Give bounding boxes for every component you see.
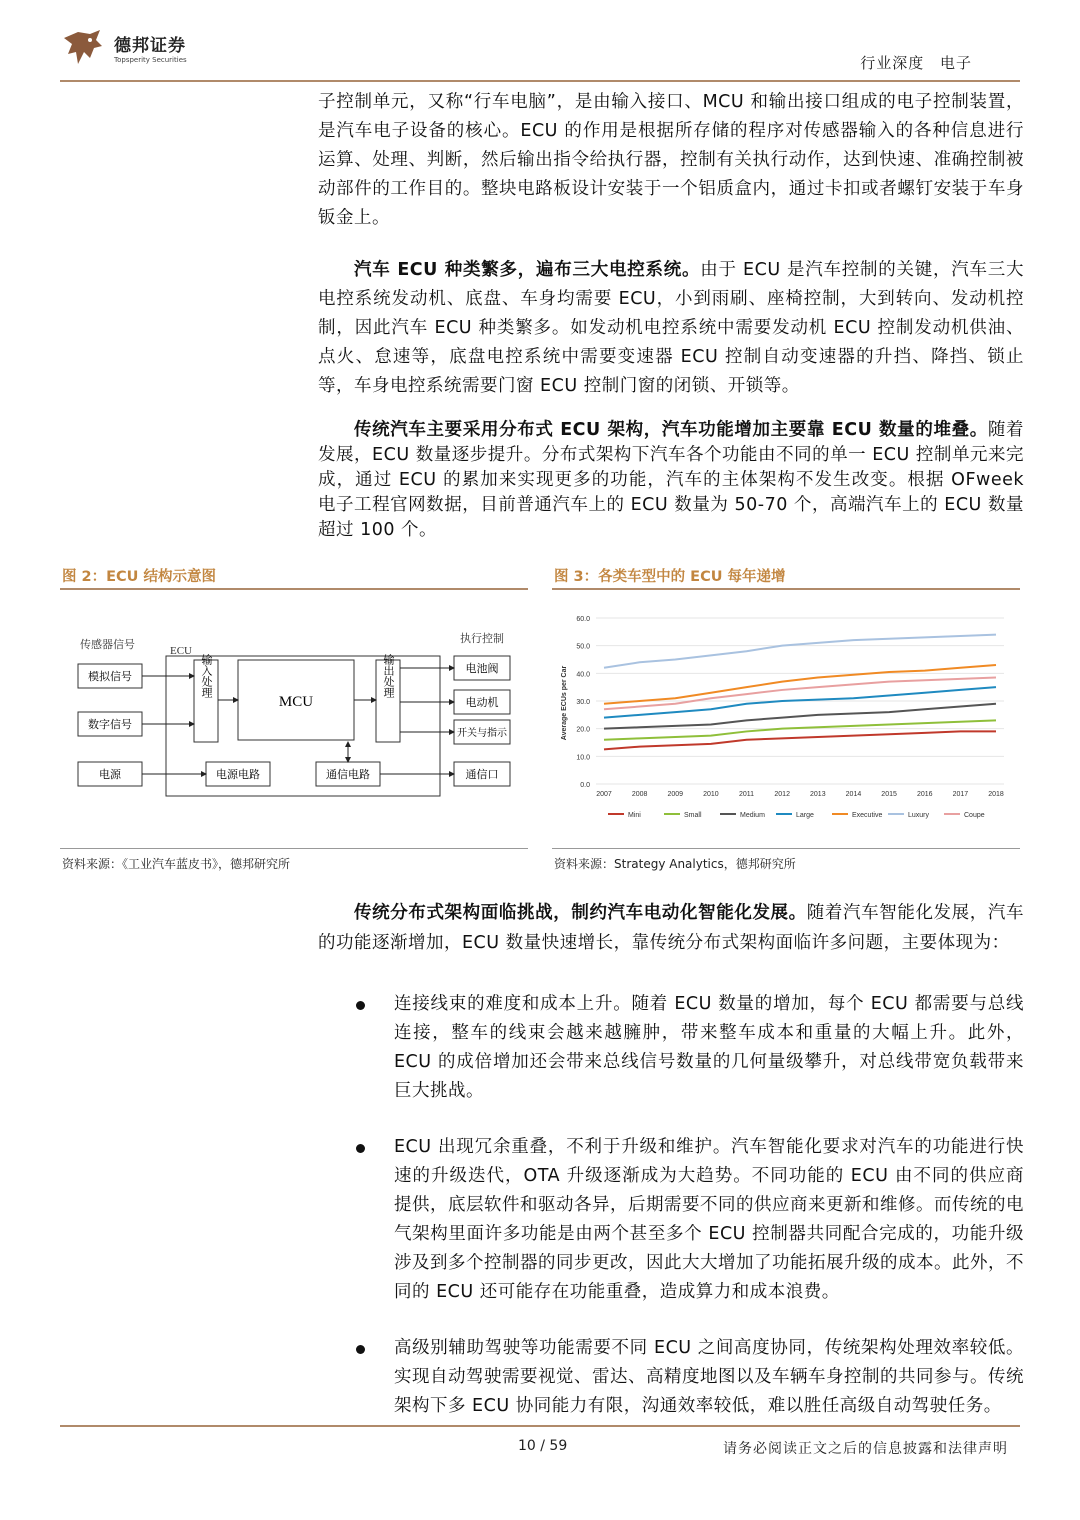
analog-signal-text: 模拟信号 <box>88 671 132 683</box>
figure-3-source: 资料来源：Strategy Analytics，德邦研究所 <box>554 857 796 871</box>
ecu-per-car-chart <box>552 600 1020 846</box>
y-tick-label: 20.0 <box>576 726 590 734</box>
chart-y-axis-label: Average ECUs per Car <box>561 665 568 741</box>
brand-name-en: Topsperity Securities <box>114 55 187 64</box>
brand-name-cn: 德邦证券 <box>114 35 186 56</box>
list-item-text: 高级别辅助驾驶等功能需要不同 ECU 之间高度协同，传统架构处理效率较低。实现自动驾驶需要视觉、雷达、高精度地图以及车辆车身控制的共同参与。传统架构下多 ECU 协同能力有限，沟通效率较低，难以胜任高级自动驾驶任务。 <box>394 1338 1024 1416</box>
paragraph-body: 随着发展，ECU 数量逐步提升。分布式架构下汽车各个功能由不同的单一 ECU 控制单元来完成，通过 ECU 的累加来实现更多的功能，汽车的主体架构不发生改变。根据 OFweek 电子工程官网数据，目前普通汽车上的 ECU 数量为 50-70 个，高端汽车上的 ECU 数量超过 100 个。 <box>318 420 1024 540</box>
series-line-medium <box>604 704 996 729</box>
comm-port-text: 通信口 <box>465 769 499 781</box>
brand-logo <box>60 22 200 72</box>
list-item <box>356 1133 1024 1307</box>
x-tick-label: 2016 <box>916 791 933 798</box>
figure-2-source: 资料来源：《工业汽车蓝皮书》，德邦研究所 <box>62 857 291 871</box>
figure-3-title: 图 3：各类车型中的 ECU 每年递增 <box>554 569 786 585</box>
ecu-structure-diagram <box>62 600 530 846</box>
series-line-large <box>604 687 996 717</box>
legend-label: Coupe <box>964 812 985 819</box>
motor-text: 电动机 <box>465 697 499 709</box>
paragraph-ecu-intro: 子控制单元，又称“行车电脑”，是由输入接口、MCU 和输出接口组成的电子控制装置，是汽车电子设备的核心。ECU 的作用是根据所存储的程序对传感器输入的各种信息进行运算、处理、判断，然后输出指令给执行器，控制有关执行动作，达到快速、准确控制被动部件的工作目的。整块电路板设计安装于一个铝质盒内，通过卡扣或者螺钉安装于车身钣金上。 <box>318 92 1024 228</box>
paragraph-body: 随着汽车智能化发展，汽车的功能逐渐增加，ECU 数量快速增长，靠传统分布式架构面临许多问题，主要体现为： <box>318 903 1025 953</box>
y-tick-label: 30.0 <box>576 699 590 706</box>
category-label: 行业深度 <box>860 54 925 72</box>
sensor-signal-label: 传感器信号 <box>80 639 135 651</box>
output-processing-text: 输出处理 <box>382 654 394 698</box>
mcu-text: MCU <box>278 694 314 710</box>
header-divider <box>60 80 1020 82</box>
legend-label: Executive <box>852 812 883 819</box>
x-tick-label: 2007 <box>596 791 612 798</box>
y-tick-label: 60.0 <box>576 616 590 623</box>
paragraph-ecu-types <box>318 256 1024 401</box>
x-tick-label: 2018 <box>988 791 1004 798</box>
series-line-executive <box>604 665 996 704</box>
y-tick-label: 10.0 <box>576 754 590 762</box>
x-tick-label: 2008 <box>631 791 648 798</box>
bullet-dot-icon <box>356 1001 365 1010</box>
power-text: 电源 <box>99 769 121 781</box>
actuator-control-label: 执行控制 <box>460 633 504 645</box>
ecu-label: ECU <box>170 645 192 657</box>
paragraph-lead: 传统分布式架构面临挑战，制约汽车电动化智能化发展。 <box>354 903 807 923</box>
bullet-dot-icon <box>356 1144 365 1153</box>
page-number: 10 / 59 <box>518 1438 568 1454</box>
x-tick-label: 2013 <box>810 791 826 798</box>
figure-2-bottom-rule <box>60 848 528 849</box>
legend-label: Small <box>684 812 702 819</box>
y-tick-label: 50.0 <box>576 643 590 651</box>
x-tick-label: 2017 <box>952 791 969 798</box>
series-line-mini <box>604 731 996 749</box>
footer-divider <box>60 1425 1020 1427</box>
list-item <box>356 1334 1024 1421</box>
chart-legend <box>608 812 985 819</box>
chart-x-ticks <box>596 791 1004 798</box>
y-tick-label: 0.0 <box>580 782 590 789</box>
figure-3-rule <box>552 588 1020 590</box>
legend-label: Large <box>796 812 814 819</box>
report-category <box>860 52 972 73</box>
x-tick-label: 2011 <box>739 791 755 798</box>
x-tick-label: 2010 <box>703 791 719 798</box>
paragraph-distributed-arch <box>318 418 1024 543</box>
x-tick-label: 2014 <box>845 791 862 798</box>
chart-series-lines <box>604 635 996 750</box>
power-circuit-text: 电源电路 <box>216 769 260 781</box>
legal-disclaimer: 请务必阅读正文之后的信息披露和法律声明 <box>723 1441 1008 1457</box>
x-tick-label: 2009 <box>667 791 684 798</box>
legend-label: Luxury <box>908 812 930 819</box>
figure-2-title: 图 2：ECU 结构示意图 <box>62 569 217 585</box>
sector-label: 电子 <box>939 54 972 72</box>
input-processing-text: 输入处理 <box>200 654 212 698</box>
chart-y-ticks <box>576 616 590 789</box>
list-item <box>356 990 1024 1106</box>
logo-mark-icon <box>60 24 106 70</box>
series-line-luxury <box>604 635 996 668</box>
digital-signal-text: 数字信号 <box>88 719 132 731</box>
paragraph-challenges <box>318 898 1024 958</box>
challenge-list <box>356 990 1024 1448</box>
paragraph-body: 由于 ECU 是汽车控制的关键，汽车三大电控系统发动机、底盘、车身均需要 ECU，小到雨刷、座椅控制，大到转向、发动机控制，因此汽车 ECU 种类繁多。如发动机电控系统中需要发动机 ECU 控制发动机供油、点火、怠速等，底盘电控系统中需要变速器 ECU 控制自动变速器的升挡、降挡、锁止等，车身电控系统需要门窗 ECU 控制门窗的闭锁、开锁等。 <box>318 260 1024 396</box>
x-tick-label: 2015 <box>881 791 897 798</box>
comm-circuit-text: 通信电路 <box>326 769 370 781</box>
switch-text: 开关与指示 <box>457 728 507 739</box>
legend-label: Medium <box>740 812 765 819</box>
legend-label: Mini <box>628 812 641 819</box>
y-tick-label: 40.0 <box>576 671 590 679</box>
list-item-text: 连接线束的难度和成本上升。随着 ECU 数量的增加，每个 ECU 都需要与总线连接，整车的线束会越来越臃肿，带来整车成本和重量的大幅上升。此外，ECU 的成倍增加还会带来总线信号数量的几何量级攀升，对总线带宽负载带来巨大挑战。 <box>394 994 1024 1101</box>
figure-2-rule <box>60 588 528 590</box>
solenoid-text: 电池阀 <box>465 663 499 675</box>
x-tick-label: 2012 <box>774 791 790 798</box>
bullet-dot-icon <box>356 1345 365 1354</box>
list-item-text: ECU 出现冗余重叠，不利于升级和维护。汽车智能化要求对汽车的功能进行快速的升级迭代，OTA 升级逐渐成为大趋势。不同功能的 ECU 由不同的供应商提供，底层软件和驱动各异，后期需要不同的供应商来更新和维修。而传统的电气架构里面许多功能是由两个甚至多个 ECU 控制器共同配合完成的，功能升级涉及到多个控制器的同步更改，因此大大增加了功能拓展升级的成本。此外，不同的 ECU 还可能存在功能重叠，造成算力和成本浪费。 <box>394 1137 1024 1302</box>
figure-3-bottom-rule <box>552 848 1020 849</box>
paragraph-lead: 汽车 ECU 种类繁多，遍布三大电控系统。 <box>354 260 701 280</box>
series-line-coupe <box>604 677 996 709</box>
paragraph-lead: 传统汽车主要采用分布式 ECU 架构，汽车功能增加主要靠 ECU 数量的堆叠。 <box>354 420 988 440</box>
